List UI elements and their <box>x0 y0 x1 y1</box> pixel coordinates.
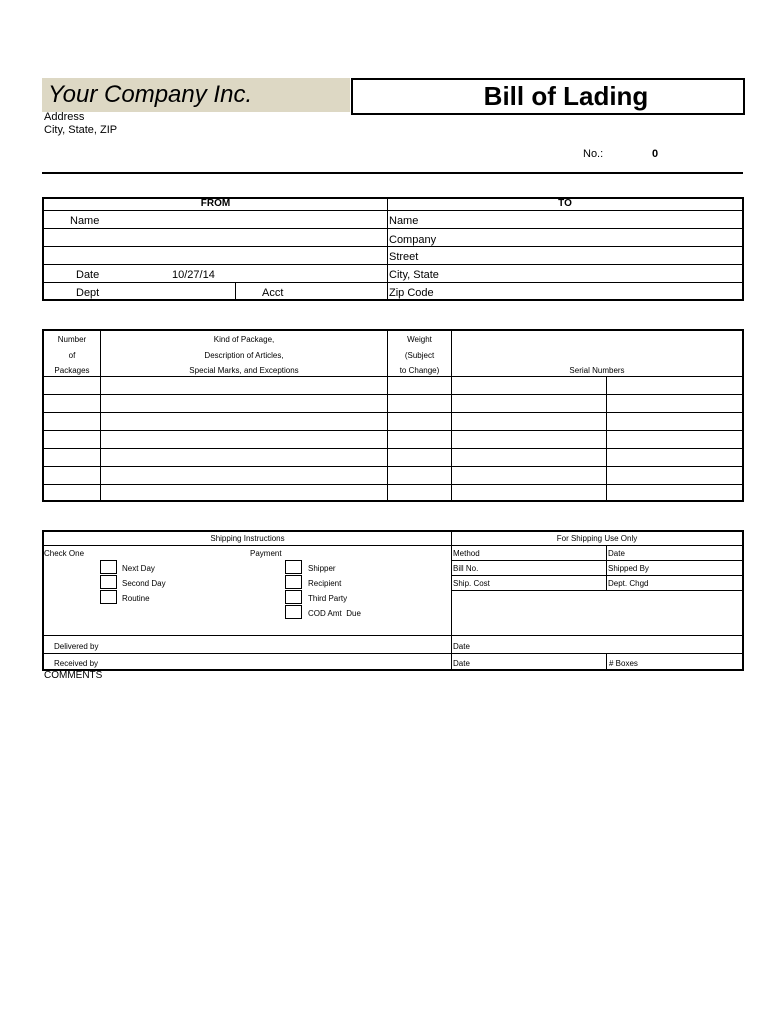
check-one-label: Check One <box>44 549 85 558</box>
to-name-label: Name <box>389 215 419 227</box>
recipient-checkbox[interactable] <box>285 575 302 589</box>
from-to-table <box>42 197 744 301</box>
routine-label: Routine <box>122 594 150 603</box>
from-dept-label: Dept <box>76 287 100 299</box>
col-number-line-2: of <box>68 351 76 360</box>
col-weight-line-1: Weight <box>407 335 432 344</box>
shipping-table <box>42 530 744 671</box>
number-label: No.: <box>583 148 604 160</box>
routine-checkbox[interactable] <box>100 590 117 604</box>
from-acct-label: Acct <box>262 287 284 299</box>
number-value: 0 <box>652 148 659 160</box>
to-zip-label: Zip Code <box>389 287 434 299</box>
from-date-label: Date <box>76 269 100 281</box>
next-day-label: Next Day <box>122 564 155 573</box>
received-date-label: Date <box>453 659 470 668</box>
shipping-use-only-heading: For Shipping Use Only <box>556 534 638 543</box>
document-title: Bill of Lading <box>483 81 649 111</box>
shipping-instructions-heading: Shipping Instructions <box>210 534 285 543</box>
to-company-label: Company <box>389 234 437 246</box>
address-line-2: City, State, ZIP <box>44 124 118 136</box>
delivered-date-label: Date <box>453 642 470 651</box>
comments-label: COMMENTS <box>44 670 103 681</box>
col-weight-line-3: to Change) <box>399 366 440 375</box>
from-name-label: Name <box>70 215 100 227</box>
to-street-label: Street <box>389 251 419 263</box>
received-by-label: Received by <box>54 659 99 668</box>
col-description-line-3: Special Marks, and Exceptions <box>189 366 299 375</box>
header-divider <box>42 172 743 174</box>
date-label: Date <box>608 549 625 558</box>
address-line-1: Address <box>44 111 85 123</box>
title-box <box>351 78 745 115</box>
col-number-line-3: Packages <box>54 366 90 375</box>
next-day-checkbox[interactable] <box>100 560 117 574</box>
packages-table <box>42 329 744 502</box>
cod-label: COD Amt Due <box>308 609 361 618</box>
col-weight-line-2: (Subject <box>404 351 435 360</box>
payment-label: Payment <box>250 549 282 558</box>
col-number-line-1: Number <box>57 335 87 344</box>
method-label: Method <box>453 549 480 558</box>
bill-no-label: Bill No. <box>453 564 479 573</box>
third-party-label: Third Party <box>308 594 348 603</box>
boxes-label: # Boxes <box>609 659 638 668</box>
to-heading: TO <box>558 198 572 209</box>
from-heading: FROM <box>200 198 231 209</box>
to-city-label: City, State <box>389 269 439 281</box>
col-serial-numbers: Serial Numbers <box>569 366 625 375</box>
company-name-cell <box>42 78 350 112</box>
from-date-value: 10/27/14 <box>172 269 215 281</box>
shipped-by-label: Shipped By <box>608 564 649 573</box>
third-party-checkbox[interactable] <box>285 590 302 604</box>
cod-checkbox[interactable] <box>285 605 302 619</box>
col-description-line-2: Description of Articles, <box>204 351 284 360</box>
shipper-label: Shipper <box>308 564 336 573</box>
dept-chgd-label: Dept. Chgd <box>608 579 649 588</box>
recipient-label: Recipient <box>308 579 342 588</box>
delivered-by-label: Delivered by <box>54 642 99 651</box>
shipper-checkbox[interactable] <box>285 560 302 574</box>
col-description-line-1: Kind of Package, <box>213 335 275 344</box>
second-day-label: Second Day <box>122 579 166 588</box>
second-day-checkbox[interactable] <box>100 575 117 589</box>
ship-cost-label: Ship. Cost <box>453 579 490 588</box>
company-name: Your Company Inc. <box>48 81 253 108</box>
